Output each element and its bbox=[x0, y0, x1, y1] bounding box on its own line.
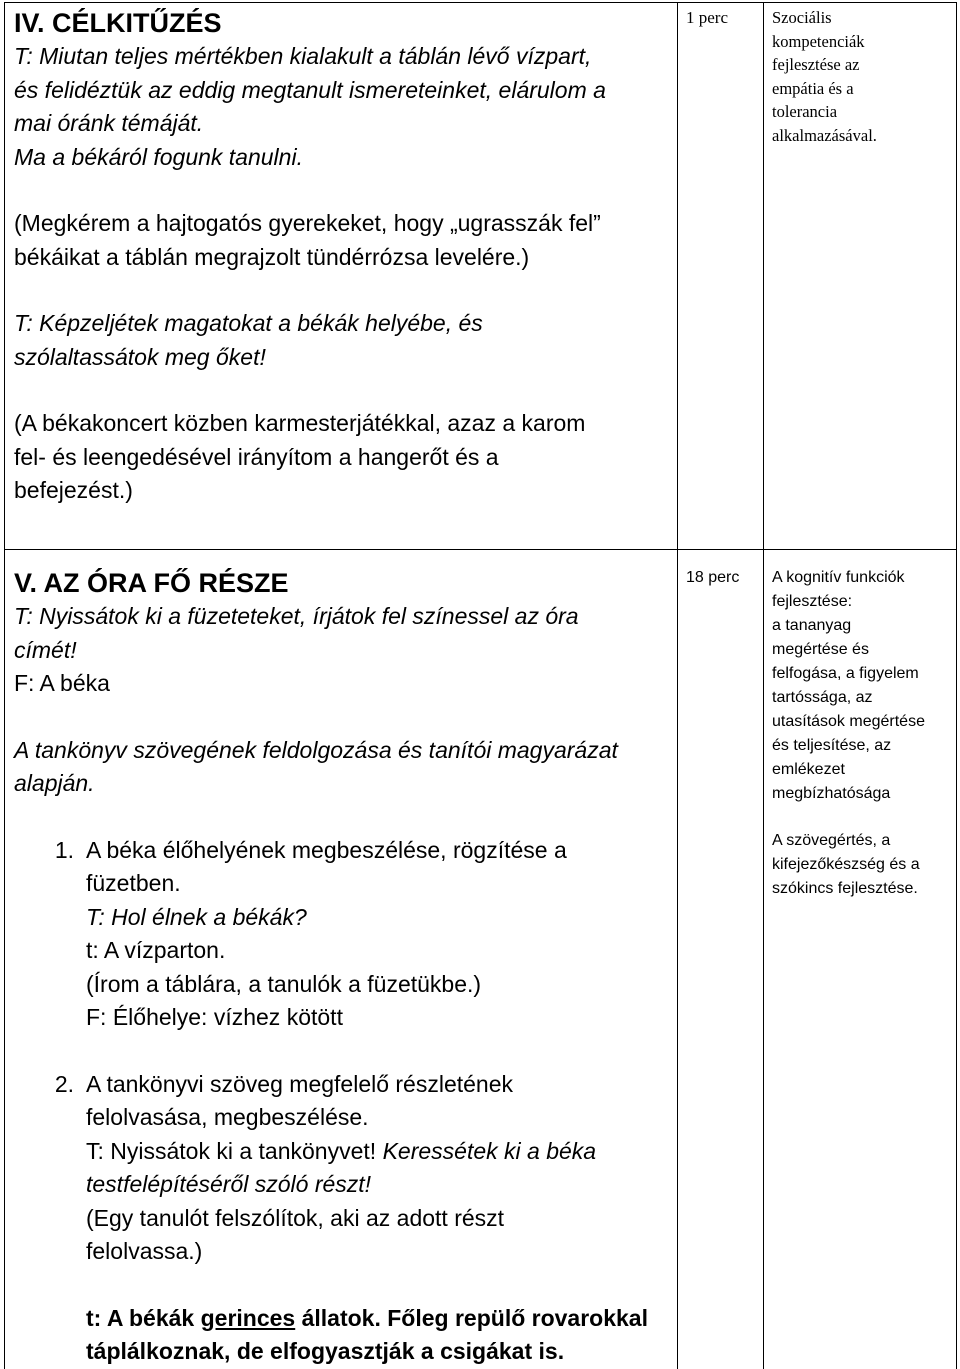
section-4-heading: IV. CÉLKITŰZÉS bbox=[14, 8, 222, 38]
imagination-task: T: Képzeljétek magatokat a békák helyébe, és szólaltassátok meg őket! bbox=[14, 310, 483, 370]
column-divider-2 bbox=[763, 2, 764, 1369]
section-5-note-reading: A szövegértés, a kifejezőkészség és a szókincs fejlesztése. bbox=[772, 832, 920, 897]
section-4-content bbox=[14, 6, 674, 508]
student-answer: t: A békák gerinces állatok. Főleg repülő rovarokkal táplálkoznak, de elfogyasztják a csigákat is. bbox=[86, 1304, 648, 1364]
section-4-note: Szociális kompetenciák fejlesztése az empátia és a tolerancia alkalmazásával. bbox=[772, 8, 877, 145]
section-5-content bbox=[14, 566, 674, 1369]
column-divider-1 bbox=[677, 2, 678, 1369]
objective-text: T: Miutan teljes mértékben kialakult a táblán lévő vízpart, és felidéztük az eddig megtanult ismereteinket, elárulom a mai óránk témáját. Ma a békáról fogunk tanulni. bbox=[14, 43, 606, 170]
section-5-heading: V. AZ ÓRA FŐ RÉSZE bbox=[14, 568, 289, 598]
section-5-note-cognitive: A kognitív funkciók fejlesztése: a tananyag megértése és felfogása, a figyelem tartóssága, az utasítások megértése és teljesítése, az emlékezet megbízhatósága bbox=[772, 569, 925, 802]
list-item-habitat: 1. A béka élőhelyének megbeszélése, rögzítése a füzetben. T: Hol élnek a békák? t: A vízparton. (Írom a táblára, a tanulók a füzetükbe.) F: Élőhelye: vízhez kötött bbox=[54, 836, 567, 1030]
row-divider bbox=[4, 549, 957, 550]
processing-basis: A tankönyv szövegének feldolgozása és tanítói magyarázat alapján. bbox=[14, 736, 618, 796]
section-4-time: 1 perc bbox=[686, 8, 729, 27]
notebook-task: T: Nyissátok ki a füzeteteket, írjátok fel színessel az óra címét! bbox=[14, 603, 579, 663]
section-5-time: 18 perc bbox=[686, 569, 740, 586]
lesson-title-line: F: A béka bbox=[14, 670, 110, 696]
concert-paragraph: (A békakoncert közben karmesterjátékkal, azaz a karom fel- és leengedésével irányítom a hangerőt és a befejezést.) bbox=[14, 410, 586, 503]
instruction-paragraph: (Megkérem a hajtogatós gyerekeket, hogy „ugrasszák fel” békáikat a táblán megrajzolt tündérrózsa levelére.) bbox=[14, 210, 601, 270]
list-item-reading: 2. A tankönyvi szöveg megfelelő részletének felolvasása, megbeszélése. T: Nyissátok ki a tankönyvet! Keressétek ki a béka testfelépítéséről szóló részt! (Egy tanulót felszólítok, aki az adott részt felolvassa.) bbox=[54, 1070, 597, 1264]
